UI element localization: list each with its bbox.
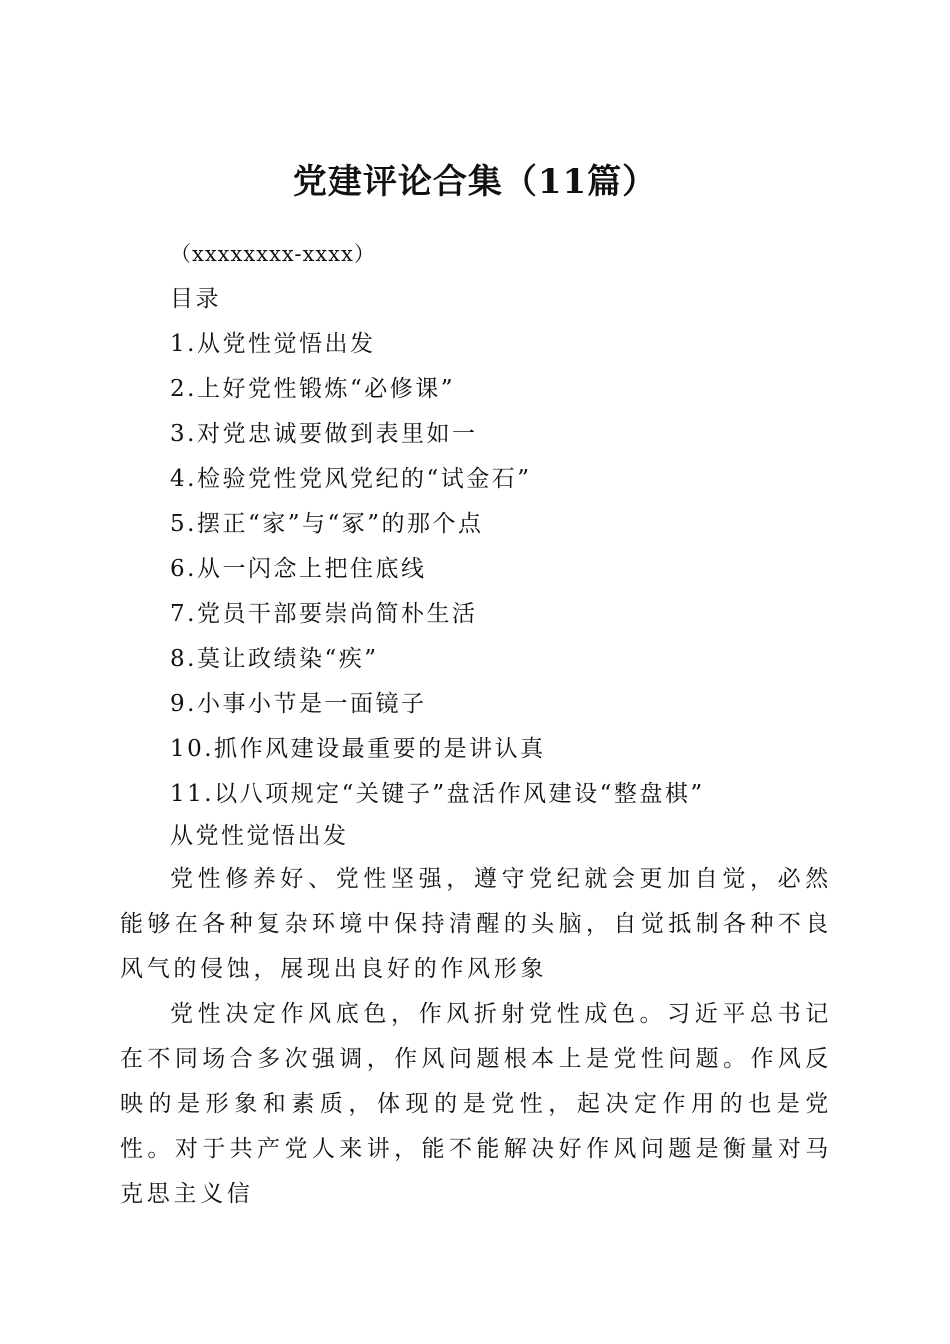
section-title: 从党性觉悟出发 xyxy=(170,823,349,849)
toc-heading: 目录 xyxy=(170,286,221,312)
toc-item: 9.小事小节是一面镜子 xyxy=(170,691,427,717)
toc-item: 1.从党性觉悟出发 xyxy=(170,331,376,357)
document-code: （xxxxxxxx-xxxx） xyxy=(170,242,376,266)
body-paragraph: 党性修养好、党性坚强，遵守党纪就会更加自觉，必然能够在各种复杂环境中保持清醒的头脑，自觉抵制各种不良风气的侵蚀，展现出良好的作风形象 xyxy=(120,866,832,982)
body-paragraph: 党性决定作风底色，作风折射党性成色。习近平总书记在不同场合多次强调，作风问题根本上是党性问题。作风反映的是形象和素质，体现的是党性，起决定作用的也是党性。对于共产党人来讲，能不能解决好作风问题是衡量对马克思主义信 xyxy=(120,1001,832,1207)
document-title: 党建评论合集（11篇） xyxy=(292,161,658,202)
table-of-contents xyxy=(170,326,705,821)
toc-item: 3.对党忠诚要做到表里如一 xyxy=(170,421,478,447)
toc-item: 6.从一闪念上把住底线 xyxy=(170,556,427,582)
toc-item: 2.上好党性锻炼“必修课” xyxy=(170,376,455,402)
toc-item: 7.党员干部要崇尚简朴生活 xyxy=(170,601,478,627)
toc-item: 5.摆正“家”与“冢”的那个点 xyxy=(170,511,484,537)
toc-item: 11.以八项规定“关键子”盘活作风建设“整盘棋” xyxy=(170,781,705,807)
toc-item: 8.莫让政绩染“疾” xyxy=(170,646,379,672)
toc-item: 10.抓作风建设最重要的是讲认真 xyxy=(170,736,546,762)
toc-item: 4.检验党性党风党纪的“试金石” xyxy=(170,466,532,492)
